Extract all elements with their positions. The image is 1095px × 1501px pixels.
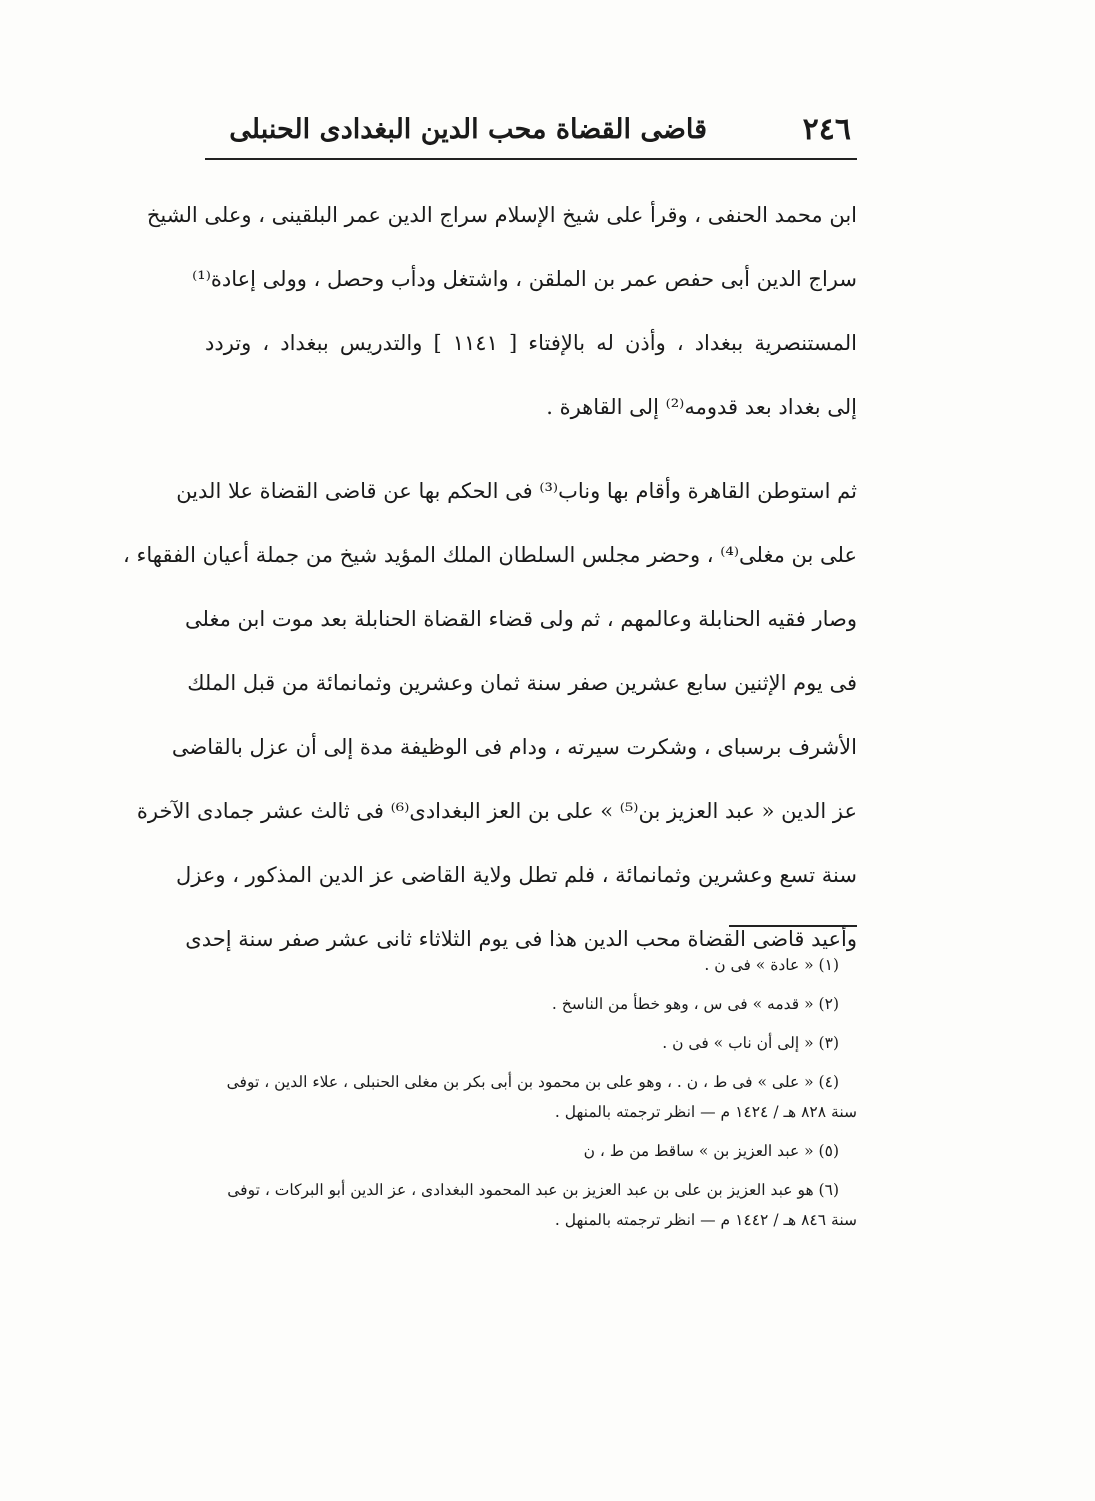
text-line: فى يوم الإثنين سابع عشرين صفر سنة ثمان وعشرين وثمانمائة من قبل الملك — [187, 671, 857, 695]
text-line: ثم استوطن القاهرة وأقام بها وناب⁽³⁾ فى الحكم بها عن قاضى القضاة علا الدين — [176, 479, 857, 503]
footnote-5: (٥) « عبد العزيز بن » ساقط من ط ، ن — [583, 1142, 839, 1160]
footnote-1: (١) « عادة » فى ن . — [704, 956, 839, 974]
header-rule — [205, 158, 857, 160]
text-line: وأعيد قاضى القضاة محب الدين هذا فى يوم الثلاثاء ثانى عشر صفر سنة إحدى — [185, 927, 857, 951]
footnote-separator — [729, 925, 857, 927]
text-line: سراج الدين أبى حفص عمر بن الملقن ، واشتغل ودأب وحصل ، وولى إعادة⁽¹⁾ — [192, 267, 857, 291]
footnote-4: (٤) « على » فى ط ، ن . ، وهو على بن محمود بن أبى بكر بن مغلى الحنبلى ، علاء الدين ، توفى سنة ٨٢٨ هـ / ١٤٢٤ م — انظر ترجمته بالمنهل . — [226, 1073, 857, 1121]
running-title: قاضى القضاة محب الدين البغدادى الحنبلى — [229, 114, 707, 145]
main-text — [123, 183, 857, 971]
text-line: عز الدين « عبد العزيز بن⁽⁵⁾ » على بن العز البغدادى⁽⁶⁾ فى ثالث عشر جمادى الآخرة — [136, 799, 857, 823]
text-line: سنة تسع وعشرين وثمانمائة ، فلم تطل ولاية القاضى عز الدين المذكور ، وعزل — [176, 863, 857, 887]
text-line: على بن مغلى⁽⁴⁾ ، وحضر مجلس السلطان الملك المؤيد شيخ من جملة أعيان الفقهاء ، — [123, 543, 857, 567]
text-line: الأشرف برسباى ، وشكرت سيرته ، ودام فى الوظيفة مدة إلى أن عزل بالقاضى — [171, 735, 857, 759]
paragraph-gap — [205, 439, 857, 459]
footnotes — [205, 950, 857, 1235]
text-line: إلى بغداد بعد قدومه⁽²⁾ إلى القاهرة . — [546, 395, 857, 419]
footnote-2: (٢) « قدمه » فى س ، وهو خطأ من الناسخ . — [551, 995, 839, 1013]
footnote-6: (٦) هو عبد العزيز بن على بن عبد العزيز بن عبد المحمود البغدادى ، عز الدين أبو البركات ، توفى سنة ٨٤٦ هـ / ١٤٤٢ م — انظر ترجمته بالمنهل . — [227, 1181, 857, 1229]
text-line: وصار فقيه الحنابلة وعالمهم ، ثم ولى قضاء القضاة الحنابلة بعد موت ابن مغلى — [185, 607, 857, 631]
footnote-3: (٣) « إلى أن ناب » فى ن . — [662, 1034, 839, 1052]
page-header — [205, 100, 857, 160]
text-line: ابن محمد الحنفى ، وقرأ على شيخ الإسلام سراج الدين عمر البلقينى ، وعلى الشيخ — [146, 203, 857, 227]
text-line: المستنصرية ببغداد ، وأذن له بالإفتاء [ ١١٤١ ] والتدريس ببغداد ، وتردد — [205, 331, 857, 355]
page-number: ٢٤٦ — [802, 112, 851, 147]
